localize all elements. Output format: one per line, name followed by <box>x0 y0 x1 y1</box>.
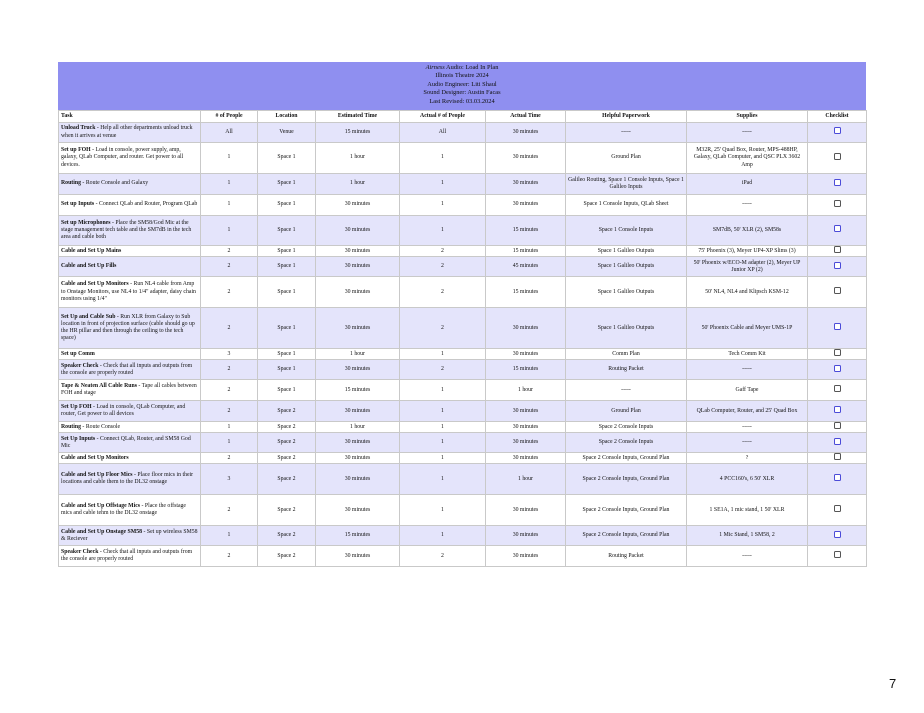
task-description: - Check that all inputs and outputs from the console are properly routed <box>61 549 193 563</box>
task-cell <box>59 216 201 246</box>
task-title: Unload Truck <box>61 125 96 132</box>
supplies-cell: 1 SE1A, 1 mic stand, 1 50' XLR <box>687 495 808 526</box>
people-cell: 1 <box>201 216 258 246</box>
people-cell: All <box>201 123 258 143</box>
supplies-cell: 50' Phoenix w/ECO-M adapter (2), Meyer UP Junior XP (2) <box>687 257 808 277</box>
checklist-checkbox[interactable] <box>834 225 841 232</box>
estimated-time-cell: 30 minutes <box>316 195 400 216</box>
checklist-cell <box>808 380 867 401</box>
supplies-cell: iPad <box>687 174 808 195</box>
people-cell: 1 <box>201 526 258 546</box>
people-cell: 2 <box>201 277 258 308</box>
paperwork-cell: Space 2 Console Inputs, Ground Plan <box>566 453 687 464</box>
checklist-cell <box>808 401 867 422</box>
actual-time-cell: 1 hour <box>486 464 566 495</box>
paperwork-cell: Space 2 Console Inputs <box>566 433 687 453</box>
table-row <box>59 464 867 495</box>
actual-time-cell: 30 minutes <box>486 174 566 195</box>
title-rest: Audio: Load In Plan <box>444 64 499 71</box>
task-description: - Connect QLab and Router, Program QLab <box>94 201 198 208</box>
location-cell: Space 1 <box>258 216 316 246</box>
supplies-cell: M32R, 25' Quad Box, Router, MPS-488HP, Galaxy, QLab Computer, and QSC PLX 3602 Amp <box>687 143 808 174</box>
actual-time-cell: 30 minutes <box>486 546 566 567</box>
paperwork-cell: Space 1 Console Inputs, QLab Sheet <box>566 195 687 216</box>
checklist-cell <box>808 195 867 216</box>
location-cell: Space 1 <box>258 380 316 401</box>
location-cell: Space 1 <box>258 308 316 349</box>
estimated-time-cell: 1 hour <box>316 422 400 433</box>
location-cell: Space 1 <box>258 246 316 257</box>
actual-time-cell: 30 minutes <box>486 422 566 433</box>
checklist-cell <box>808 422 867 433</box>
people-cell: 1 <box>201 174 258 195</box>
load-in-table <box>58 110 867 567</box>
checklist-cell <box>808 308 867 349</box>
paperwork-cell: ----- <box>566 380 687 401</box>
people-cell: 2 <box>201 308 258 349</box>
actual-people-cell: 2 <box>400 257 486 277</box>
task-cell <box>59 526 201 546</box>
actual-time-cell: 30 minutes <box>486 453 566 464</box>
actual-people-cell: All <box>400 123 486 143</box>
task-cell <box>59 495 201 526</box>
checklist-cell <box>808 246 867 257</box>
actual-people-cell: 1 <box>400 195 486 216</box>
table-row <box>59 453 867 464</box>
supplies-cell: 4 PCC160's, 6 50' XLR <box>687 464 808 495</box>
task-title: Tape & Neaten All Cable Runs <box>61 383 137 390</box>
people-cell: 2 <box>201 380 258 401</box>
people-cell: 2 <box>201 495 258 526</box>
table-row <box>59 495 867 526</box>
checklist-cell <box>808 349 867 360</box>
col-actual-people: Actual # of People <box>400 111 486 123</box>
actual-people-cell: 1 <box>400 495 486 526</box>
task-cell <box>59 433 201 453</box>
table-row <box>59 380 867 401</box>
actual-people-cell: 1 <box>400 174 486 195</box>
supplies-cell: ----- <box>687 422 808 433</box>
task-description: - Route Console and Galaxy <box>80 180 149 187</box>
task-cell <box>59 257 201 277</box>
col-paperwork: Helpful Paperwork <box>566 111 687 123</box>
location-cell: Space 2 <box>258 422 316 433</box>
title-show-name: Airness <box>425 64 445 71</box>
people-cell: 2 <box>201 401 258 422</box>
checklist-checkbox[interactable] <box>834 385 841 392</box>
paperwork-cell: Space 2 Console Inputs, Ground Plan <box>566 526 687 546</box>
location-cell: Space 1 <box>258 174 316 195</box>
actual-time-cell: 15 minutes <box>486 277 566 308</box>
checklist-checkbox[interactable] <box>834 406 841 413</box>
checklist-checkbox[interactable] <box>834 153 841 160</box>
checklist-checkbox[interactable] <box>834 531 841 538</box>
supplies-cell: ----- <box>687 433 808 453</box>
supplies-cell: QLab Computer, Router, and 25' Quad Box <box>687 401 808 422</box>
actual-time-cell: 30 minutes <box>486 526 566 546</box>
task-title: Speaker Check <box>61 549 99 556</box>
people-cell: 1 <box>201 433 258 453</box>
paperwork-cell: Routing Packet <box>566 360 687 380</box>
task-title: Set up Microphones <box>61 219 111 226</box>
actual-time-cell: 30 minutes <box>486 433 566 453</box>
location-cell: Space 2 <box>258 433 316 453</box>
actual-time-cell: 45 minutes <box>486 257 566 277</box>
paperwork-cell: Ground Plan <box>566 143 687 174</box>
estimated-time-cell: 30 minutes <box>316 277 400 308</box>
checklist-checkbox[interactable] <box>834 505 841 512</box>
task-description: - Place the offstage mics and cable tehm to the DL32 onstage <box>61 503 186 517</box>
task-title: Set up FOH <box>61 147 91 154</box>
table-row <box>59 433 867 453</box>
col-estimated-time: Estimated Time <box>316 111 400 123</box>
supplies-cell: ----- <box>687 123 808 143</box>
checklist-cell <box>808 495 867 526</box>
checklist-checkbox[interactable] <box>834 200 841 207</box>
document-title <box>58 64 866 72</box>
task-description: - Route Console <box>80 423 121 430</box>
people-cell: 2 <box>201 546 258 567</box>
supplies-cell: 75' Phoenix (3), Meyer UP4-XP Slims (3) <box>687 246 808 257</box>
actual-time-cell: 15 minutes <box>486 216 566 246</box>
task-cell <box>59 401 201 422</box>
estimated-time-cell: 1 hour <box>316 349 400 360</box>
task-cell <box>59 174 201 195</box>
table-row <box>59 526 867 546</box>
location-cell: Space 2 <box>258 453 316 464</box>
paperwork-cell: Space 1 Galileo Outputs <box>566 257 687 277</box>
people-cell: 2 <box>201 257 258 277</box>
checklist-cell <box>808 464 867 495</box>
col-people: # of People <box>201 111 258 123</box>
task-title: Speaker Check <box>61 362 99 369</box>
col-actual-time: Actual Time <box>486 111 566 123</box>
table-row <box>59 195 867 216</box>
task-title: Set Up FOH <box>61 404 92 411</box>
table-row <box>59 143 867 174</box>
supplies-cell: 1 Mic Stand, 1 SM58, 2 <box>687 526 808 546</box>
estimated-time-cell: 30 minutes <box>316 546 400 567</box>
task-title: Cable and Set Up Mains <box>61 247 122 254</box>
designer-line: Sound Designer: Austin Facas <box>423 89 501 97</box>
task-title: Set up Comm <box>61 350 95 357</box>
supplies-cell: 50' NL4, NL4 and Klipsch KSM-12 <box>687 277 808 308</box>
table-row <box>59 546 867 567</box>
estimated-time-cell: 30 minutes <box>316 453 400 464</box>
task-description: - Check that all inputs and outputs from the console are properly routed <box>61 362 193 376</box>
col-task: Task <box>59 111 201 123</box>
estimated-time-cell: 15 minutes <box>316 380 400 401</box>
location-cell: Space 1 <box>258 360 316 380</box>
actual-people-cell: 1 <box>400 433 486 453</box>
paperwork-cell: Space 2 Console Inputs, Ground Plan <box>566 495 687 526</box>
estimated-time-cell: 30 minutes <box>316 360 400 380</box>
location-cell: Space 1 <box>258 257 316 277</box>
people-cell: 3 <box>201 349 258 360</box>
location-cell: Space 1 <box>258 349 316 360</box>
estimated-time-cell: 30 minutes <box>316 464 400 495</box>
task-cell <box>59 308 201 349</box>
task-cell <box>59 143 201 174</box>
location-cell: Space 2 <box>258 401 316 422</box>
task-title: Cable and Set Up Floor Mics <box>61 472 133 479</box>
task-cell <box>59 246 201 257</box>
venue-line: Illinois Theatre 2024 <box>435 72 489 80</box>
col-supplies: Supplies <box>687 111 808 123</box>
checklist-checkbox[interactable] <box>834 365 841 372</box>
actual-time-cell: 30 minutes <box>486 195 566 216</box>
location-cell: Space 2 <box>258 546 316 567</box>
col-checklist: Checklist <box>808 111 867 123</box>
task-title: Set Up Inputs <box>61 435 96 442</box>
estimated-time-cell: 1 hour <box>316 174 400 195</box>
checklist-cell <box>808 433 867 453</box>
table-row <box>59 123 867 143</box>
paperwork-cell: Comm Plan <box>566 349 687 360</box>
supplies-cell: Gaff Tape <box>687 380 808 401</box>
task-cell <box>59 349 201 360</box>
actual-time-cell: 30 minutes <box>486 143 566 174</box>
actual-time-cell: 30 minutes <box>486 349 566 360</box>
table-header-row <box>59 111 867 123</box>
people-cell: 1 <box>201 143 258 174</box>
task-description: - Load in console, power supply, amp, galaxy, QLab Computer, and router. Get power to all devices. <box>61 147 184 168</box>
people-cell: 2 <box>201 360 258 380</box>
table-row <box>59 401 867 422</box>
task-description: - Load in console, QLab Computer, and router, Get power to all devices <box>61 404 186 418</box>
actual-people-cell: 1 <box>400 422 486 433</box>
task-description: - Help all other departments unload truck when it arrives at venue <box>61 125 193 139</box>
task-cell <box>59 123 201 143</box>
checklist-cell <box>808 143 867 174</box>
actual-people-cell: 1 <box>400 349 486 360</box>
estimated-time-cell: 30 minutes <box>316 495 400 526</box>
supplies-cell: Tech Comm Kit <box>687 349 808 360</box>
table-row <box>59 308 867 349</box>
actual-people-cell: 1 <box>400 453 486 464</box>
estimated-time-cell: 30 minutes <box>316 216 400 246</box>
table-row <box>59 216 867 246</box>
actual-people-cell: 2 <box>400 308 486 349</box>
actual-time-cell: 15 minutes <box>486 360 566 380</box>
paperwork-cell: ----- <box>566 123 687 143</box>
actual-time-cell: 30 minutes <box>486 308 566 349</box>
table-row <box>59 422 867 433</box>
paperwork-cell: Space 2 Console Inputs, Ground Plan <box>566 464 687 495</box>
task-cell <box>59 380 201 401</box>
paperwork-cell: Galileo Routing, Space 1 Console Inputs, Space 1 Galileo Inputs <box>566 174 687 195</box>
actual-time-cell: 30 minutes <box>486 401 566 422</box>
supplies-cell: ----- <box>687 546 808 567</box>
page-number: 7 <box>889 676 897 691</box>
actual-people-cell: 2 <box>400 246 486 257</box>
paperwork-cell: Space 2 Console Inputs <box>566 422 687 433</box>
checklist-cell <box>808 123 867 143</box>
checklist-checkbox[interactable] <box>834 349 841 356</box>
task-cell <box>59 195 201 216</box>
task-description: - Place floor mics in their locations and cable them to the DL32 onstage <box>61 472 194 486</box>
checklist-cell <box>808 216 867 246</box>
paperwork-cell: Ground Plan <box>566 401 687 422</box>
table-row <box>59 360 867 380</box>
estimated-time-cell: 15 minutes <box>316 526 400 546</box>
people-cell: 3 <box>201 464 258 495</box>
checklist-cell <box>808 453 867 464</box>
table-body <box>59 123 867 567</box>
checklist-cell <box>808 277 867 308</box>
checklist-checkbox[interactable] <box>834 438 841 445</box>
paperwork-cell: Space 1 Galileo Outputs <box>566 277 687 308</box>
actual-people-cell: 2 <box>400 546 486 567</box>
people-cell: 2 <box>201 453 258 464</box>
estimated-time-cell: 30 minutes <box>316 257 400 277</box>
task-title: Set Up and Cable Sub <box>61 313 116 320</box>
checklist-checkbox[interactable] <box>834 551 841 558</box>
actual-time-cell: 30 minutes <box>486 123 566 143</box>
supplies-cell: ? <box>687 453 808 464</box>
actual-people-cell: 1 <box>400 143 486 174</box>
checklist-checkbox[interactable] <box>834 179 841 186</box>
task-title: Cable and Set Up Monitors <box>61 281 129 288</box>
engineer-line: Audio Engineer: Liti Shaul <box>427 80 497 88</box>
people-cell: 1 <box>201 422 258 433</box>
supplies-cell: ----- <box>687 195 808 216</box>
checklist-checkbox[interactable] <box>834 474 841 481</box>
location-cell: Space 2 <box>258 495 316 526</box>
paperwork-cell: Space 1 Console Inputs <box>566 216 687 246</box>
checklist-checkbox[interactable] <box>834 453 841 460</box>
supplies-cell: SM7dB, 50' XLR (2), SM58s <box>687 216 808 246</box>
task-cell <box>59 464 201 495</box>
location-cell: Venue <box>258 123 316 143</box>
estimated-time-cell: 30 minutes <box>316 401 400 422</box>
actual-people-cell: 2 <box>400 360 486 380</box>
estimated-time-cell: 1 hour <box>316 143 400 174</box>
header-banner <box>58 62 866 110</box>
col-location: Location <box>258 111 316 123</box>
location-cell: Space 2 <box>258 464 316 495</box>
actual-people-cell: 1 <box>400 401 486 422</box>
estimated-time-cell: 30 minutes <box>316 246 400 257</box>
actual-time-cell: 1 hour <box>486 380 566 401</box>
checklist-checkbox[interactable] <box>834 323 841 330</box>
task-cell <box>59 546 201 567</box>
estimated-time-cell: 30 minutes <box>316 433 400 453</box>
task-description: - Connect QLab, Router, and SM58 God Mic <box>61 435 191 449</box>
revised-line: Last Revised: 03.03.2024 <box>429 97 495 105</box>
actual-people-cell: 1 <box>400 380 486 401</box>
table-row <box>59 246 867 257</box>
supplies-cell: 50' Phoenix Cable and Meyer UMS-1P <box>687 308 808 349</box>
task-cell <box>59 277 201 308</box>
estimated-time-cell: 15 minutes <box>316 123 400 143</box>
task-title: Routing <box>61 180 81 187</box>
checklist-cell <box>808 257 867 277</box>
table-row <box>59 349 867 360</box>
task-title: Set up Inputs <box>61 201 95 208</box>
supplies-cell: ----- <box>687 360 808 380</box>
location-cell: Space 1 <box>258 195 316 216</box>
actual-people-cell: 1 <box>400 464 486 495</box>
location-cell: Space 1 <box>258 143 316 174</box>
location-cell: Space 2 <box>258 526 316 546</box>
task-title: Cable and Set Up Monitors <box>61 454 129 461</box>
task-description: - Tape all cables between FOH and stage <box>61 383 197 397</box>
people-cell: 1 <box>201 195 258 216</box>
task-description: - Run XLR from Galaxy to Sub location in front of projection surface (cable should go up the HR pillar and then through the ceiling to the tech space) <box>61 313 195 342</box>
checklist-checkbox[interactable] <box>834 246 841 253</box>
checklist-cell <box>808 360 867 380</box>
actual-time-cell: 30 minutes <box>486 495 566 526</box>
load-in-plan-sheet <box>58 62 866 567</box>
checklist-cell <box>808 526 867 546</box>
checklist-checkbox[interactable] <box>834 422 841 429</box>
task-title: Cable and Set Up Fills <box>61 263 117 270</box>
checklist-checkbox[interactable] <box>834 287 841 294</box>
checklist-checkbox[interactable] <box>834 262 841 269</box>
task-title: Cable and Set Up Onstage SM58 <box>61 528 143 535</box>
actual-time-cell: 15 minutes <box>486 246 566 257</box>
location-cell: Space 1 <box>258 277 316 308</box>
actual-people-cell: 2 <box>400 277 486 308</box>
task-cell <box>59 453 201 464</box>
checklist-cell <box>808 546 867 567</box>
paperwork-cell: Space 1 Galileo Outputs <box>566 308 687 349</box>
task-cell <box>59 360 201 380</box>
task-title: Cable and Set Up Offstage Mics <box>61 503 141 510</box>
table-row <box>59 277 867 308</box>
table-row <box>59 257 867 277</box>
task-cell <box>59 422 201 433</box>
task-title: Routing <box>61 423 81 430</box>
paperwork-cell: Space 1 Galileo Outputs <box>566 246 687 257</box>
estimated-time-cell: 30 minutes <box>316 308 400 349</box>
table-row <box>59 174 867 195</box>
paperwork-cell: Routing Packet <box>566 546 687 567</box>
task-description: - Place the SM58/God Mic at the stage management tech table and the SM7dB in the tech area and cable both <box>61 219 192 241</box>
checklist-cell <box>808 174 867 195</box>
actual-people-cell: 1 <box>400 526 486 546</box>
task-description: - Set up wireless SM58 & Reciever <box>61 528 198 542</box>
checklist-checkbox[interactable] <box>834 127 841 134</box>
people-cell: 2 <box>201 246 258 257</box>
actual-people-cell: 1 <box>400 216 486 246</box>
task-description: - Run NL4 cable from Amp to Onstage Monitors, use NL4 to 1/4" adapter, daisy chain monitors using 1/4" <box>61 281 196 302</box>
